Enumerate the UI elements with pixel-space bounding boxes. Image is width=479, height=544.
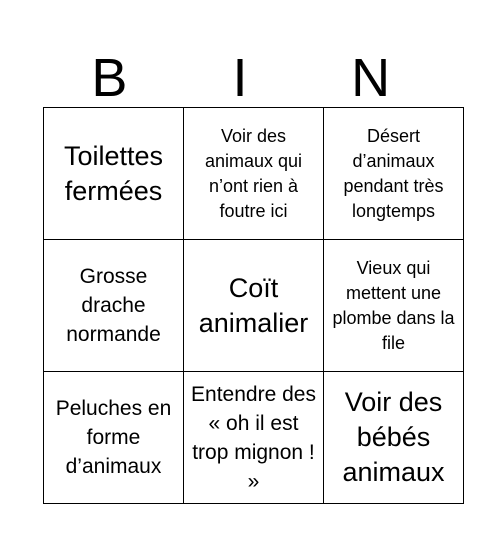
bingo-header: [44, 50, 436, 106]
bingo-cell[interactable]: Coït animalier: [184, 240, 324, 372]
grid-row: [44, 372, 464, 504]
header-letter-b: B: [91, 48, 128, 108]
bingo-cell[interactable]: Désert d’animaux pendant très longtemps: [324, 108, 464, 240]
bingo-cell[interactable]: Toilettes fermées: [44, 108, 184, 240]
grid-row: [44, 108, 464, 240]
bingo-cell[interactable]: Grosse drache normande: [44, 240, 184, 372]
header-letter-i: I: [232, 48, 248, 108]
bingo-cell[interactable]: Entendre des « oh il est trop mignon ! »: [184, 372, 324, 504]
bingo-grid: [43, 107, 464, 504]
bingo-cell[interactable]: Vieux qui mettent une plombe dans la file: [324, 240, 464, 372]
grid-row: [44, 240, 464, 372]
bingo-cell[interactable]: Voir des bébés animaux: [324, 372, 464, 504]
bingo-cell[interactable]: Peluches en forme d’animaux: [44, 372, 184, 504]
bingo-cell[interactable]: Voir des animaux qui n’ont rien à foutre ici: [184, 108, 324, 240]
header-letter-n: N: [351, 48, 391, 108]
